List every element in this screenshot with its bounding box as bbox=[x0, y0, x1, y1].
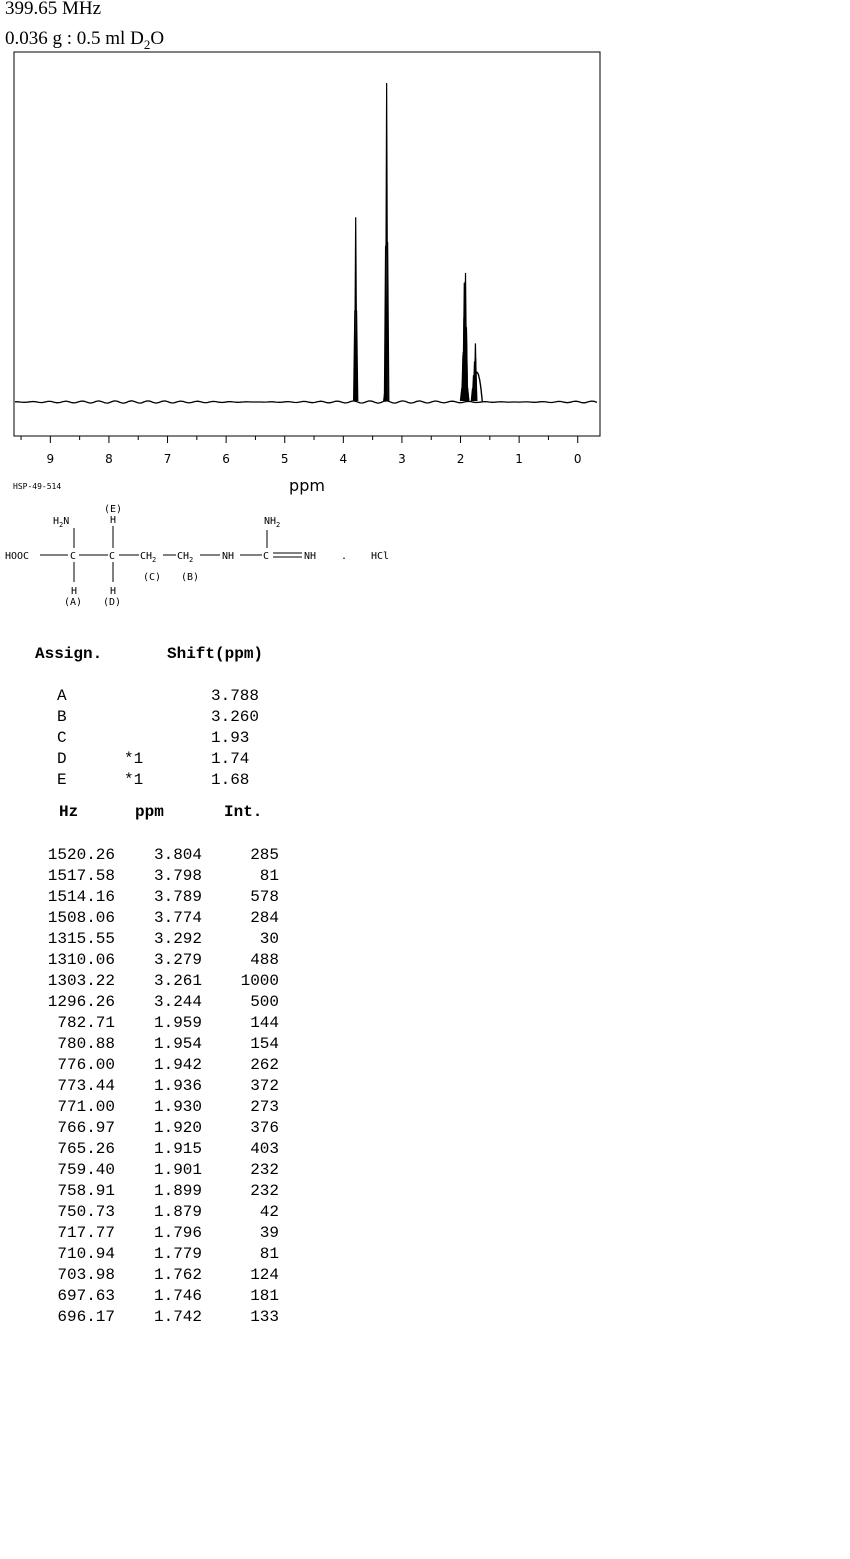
peak-hz: 1303.22 bbox=[47, 972, 115, 990]
peak-ppm: 1.779 bbox=[153, 1245, 202, 1263]
peak-int: 30 bbox=[259, 930, 279, 948]
label-hooc: HOOC bbox=[5, 551, 30, 562]
peak-hz: 780.88 bbox=[57, 1035, 115, 1053]
peak-row bbox=[30, 929, 279, 950]
peak-int: 284 bbox=[250, 909, 279, 927]
peak-ppm: 1.742 bbox=[153, 1308, 202, 1326]
label-c-guanidine: C bbox=[263, 551, 270, 562]
x-tick-label: 5 bbox=[280, 452, 289, 466]
assignment-row bbox=[57, 707, 281, 728]
peak-int: 81 bbox=[259, 867, 279, 885]
peak-row bbox=[30, 1286, 279, 1307]
ppm-header: ppm bbox=[135, 803, 164, 821]
peak-row bbox=[30, 1265, 279, 1286]
assignment-row bbox=[57, 728, 281, 749]
peak-row bbox=[30, 845, 279, 866]
peak-int: 578 bbox=[250, 888, 279, 906]
peak-int: 81 bbox=[259, 1245, 279, 1263]
peak-hz: 771.00 bbox=[57, 1098, 115, 1116]
assign-label: B bbox=[57, 708, 67, 726]
peak-hz: 697.63 bbox=[57, 1287, 115, 1305]
peak-row bbox=[30, 1097, 279, 1118]
peak-row bbox=[30, 887, 279, 908]
x-tick-label: 7 bbox=[163, 452, 172, 466]
peak-ppm: 3.789 bbox=[153, 888, 202, 906]
nmr-spectrum-chart bbox=[0, 40, 620, 510]
peak-int: 232 bbox=[250, 1182, 279, 1200]
int-header: Int. bbox=[224, 803, 263, 821]
label-c-alpha: C bbox=[70, 551, 77, 562]
assign-shift: 3.260 bbox=[211, 708, 260, 726]
peak-hz: 703.98 bbox=[57, 1266, 115, 1284]
label-nh2-top: $NH_2$ bbox=[264, 516, 281, 529]
label-d: (D) bbox=[103, 597, 122, 608]
peak-ppm: 3.804 bbox=[153, 846, 202, 864]
peak-int: 285 bbox=[250, 846, 279, 864]
peak-hz: 1296.26 bbox=[47, 993, 115, 1011]
peak-ppm: 1.920 bbox=[153, 1119, 202, 1137]
assign-note bbox=[124, 707, 211, 728]
peak-int: 181 bbox=[250, 1287, 279, 1305]
peak-ppm: 1.930 bbox=[153, 1098, 202, 1116]
label-nh-mid: NH bbox=[222, 551, 235, 562]
sample-suffix: O bbox=[150, 28, 165, 49]
peak-row bbox=[30, 1202, 279, 1223]
peak-row bbox=[30, 1181, 279, 1202]
peak-int: 154 bbox=[250, 1035, 279, 1053]
peak-hz: 1520.26 bbox=[47, 846, 115, 864]
peak-ppm: 1.959 bbox=[153, 1014, 202, 1032]
peak-int: 124 bbox=[250, 1266, 279, 1284]
peak-table bbox=[30, 845, 279, 1328]
assign-shift: 1.74 bbox=[211, 750, 250, 768]
assign-header: Assign. bbox=[35, 645, 103, 663]
assign-note: *1 bbox=[124, 771, 144, 789]
peak-ppm: 3.798 bbox=[153, 867, 202, 885]
hz-header: Hz bbox=[59, 803, 79, 821]
assign-label: E bbox=[57, 771, 67, 789]
peak-int: 133 bbox=[250, 1308, 279, 1326]
peak-ppm: 1.915 bbox=[153, 1140, 202, 1158]
plot-frame bbox=[14, 52, 600, 436]
label-c: (C) bbox=[143, 572, 162, 583]
peak-hz: 1514.16 bbox=[47, 888, 115, 906]
peak-hz: 1315.55 bbox=[47, 930, 115, 948]
peak-ppm: 1.954 bbox=[153, 1035, 202, 1053]
label-h-bottom-d: H bbox=[110, 586, 117, 597]
peak-int: 488 bbox=[250, 951, 279, 969]
x-tick-label: 8 bbox=[105, 452, 113, 466]
peak-hz: 750.73 bbox=[57, 1203, 115, 1221]
label-b: (B) bbox=[181, 572, 200, 583]
peak-hz: 776.00 bbox=[57, 1056, 115, 1074]
x-tick-label: 6 bbox=[222, 452, 230, 466]
x-tick-label: 2 bbox=[456, 452, 465, 466]
peak-row bbox=[30, 908, 279, 929]
peak-int: 144 bbox=[250, 1014, 279, 1032]
peak-ppm: 3.244 bbox=[153, 993, 202, 1011]
peak-int: 376 bbox=[250, 1119, 279, 1137]
x-tick-label: 3 bbox=[398, 452, 406, 466]
assignment-table bbox=[57, 686, 281, 791]
label-h2n: $H_2N$ bbox=[53, 516, 70, 529]
peak-hz: 696.17 bbox=[57, 1308, 115, 1326]
peak-ppm: 1.746 bbox=[153, 1287, 202, 1305]
peak-row bbox=[30, 1055, 279, 1076]
x-tick-label: 0 bbox=[573, 452, 582, 466]
peak-int: 403 bbox=[250, 1140, 279, 1158]
assign-shift: 1.93 bbox=[211, 729, 250, 747]
peak-hz: 766.97 bbox=[57, 1119, 115, 1137]
spectrum-code: HSP-49-514 bbox=[13, 482, 62, 491]
assignment-row bbox=[57, 749, 281, 770]
peak-ppm: 1.936 bbox=[153, 1077, 202, 1095]
peak-int: 42 bbox=[259, 1203, 279, 1221]
peak-row bbox=[30, 1118, 279, 1139]
peak-hz: 765.26 bbox=[57, 1140, 115, 1158]
peak-int: 372 bbox=[250, 1077, 279, 1095]
peak-ppm: 3.279 bbox=[153, 951, 202, 969]
assign-shift: 3.788 bbox=[211, 687, 260, 705]
label-ch2-c: $CH_2$ bbox=[140, 551, 157, 564]
assignment-row bbox=[57, 770, 281, 791]
assignment-row bbox=[57, 686, 281, 707]
spectrum-peaks bbox=[354, 83, 483, 401]
assign-note bbox=[124, 686, 211, 707]
sample-prefix: 0.036 g : 0.5 ml D bbox=[5, 28, 144, 49]
peak-ppm: 1.879 bbox=[153, 1203, 202, 1221]
spectrometer-frequency: 399.65 MHz bbox=[5, 0, 102, 19]
spectrum-baseline bbox=[15, 401, 597, 403]
peak-hz: 1508.06 bbox=[47, 909, 115, 927]
label-h-bottom-a: H bbox=[71, 586, 78, 597]
label-h-top: H bbox=[110, 515, 117, 526]
assign-label: D bbox=[57, 750, 67, 768]
label-nh-end: NH bbox=[304, 551, 317, 562]
x-axis-ticks bbox=[21, 436, 582, 466]
chemical-structure bbox=[0, 498, 420, 618]
peak-int: 273 bbox=[250, 1098, 279, 1116]
label-hcl: HCl bbox=[371, 551, 390, 562]
peak-hz: 1517.58 bbox=[47, 867, 115, 885]
label-ch2-b: $CH_2$ bbox=[177, 551, 194, 564]
x-tick-label: 1 bbox=[515, 452, 523, 466]
shift-header: Shift(ppm) bbox=[167, 645, 264, 663]
x-tick-label: 4 bbox=[339, 452, 348, 466]
label-e: (E) bbox=[104, 504, 123, 515]
peak-hz: 759.40 bbox=[57, 1161, 115, 1179]
peak-hz: 710.94 bbox=[57, 1245, 115, 1263]
peak-row bbox=[30, 866, 279, 887]
x-axis-title: ppm bbox=[289, 476, 325, 495]
peak-ppm: 3.292 bbox=[153, 930, 202, 948]
peak-hz: 782.71 bbox=[57, 1014, 115, 1032]
peak-hz: 773.44 bbox=[57, 1077, 115, 1095]
peak-row bbox=[30, 1013, 279, 1034]
peak-ppm: 1.942 bbox=[153, 1056, 202, 1074]
sample-subscript: 2 bbox=[143, 36, 151, 52]
peak-row bbox=[30, 1160, 279, 1181]
assign-note: *1 bbox=[124, 750, 144, 768]
peak-hz: 1310.06 bbox=[47, 951, 115, 969]
peak-ppm: 3.774 bbox=[153, 909, 202, 927]
peak-row bbox=[30, 1076, 279, 1097]
peak-row bbox=[30, 1244, 279, 1265]
assign-shift: 1.68 bbox=[211, 771, 250, 789]
peak-int: 232 bbox=[250, 1161, 279, 1179]
peak-int: 500 bbox=[250, 993, 279, 1011]
peak-int: 39 bbox=[259, 1224, 279, 1242]
peak-int: 1000 bbox=[240, 972, 279, 990]
peak-int: 262 bbox=[250, 1056, 279, 1074]
peak-row bbox=[30, 1223, 279, 1244]
peak-row bbox=[30, 992, 279, 1013]
assign-label: C bbox=[57, 729, 67, 747]
label-a: (A) bbox=[64, 597, 83, 608]
peak-hz: 717.77 bbox=[57, 1224, 115, 1242]
peak-row bbox=[30, 1139, 279, 1160]
label-dot: . bbox=[341, 551, 348, 562]
peak-ppm: 3.261 bbox=[153, 972, 202, 990]
peak-ppm: 1.899 bbox=[153, 1182, 202, 1200]
x-tick-label: 9 bbox=[46, 452, 55, 466]
peak-row bbox=[30, 1034, 279, 1055]
assign-label: A bbox=[57, 687, 67, 705]
peak-row bbox=[30, 1307, 279, 1328]
peak-row bbox=[30, 971, 279, 992]
peak-ppm: 1.796 bbox=[153, 1224, 202, 1242]
assign-note bbox=[124, 728, 211, 749]
peak-ppm: 1.762 bbox=[153, 1266, 202, 1284]
peak-row bbox=[30, 950, 279, 971]
peak-hz: 758.91 bbox=[57, 1182, 115, 1200]
peak-ppm: 1.901 bbox=[153, 1161, 202, 1179]
label-c-beta: C bbox=[109, 551, 116, 562]
